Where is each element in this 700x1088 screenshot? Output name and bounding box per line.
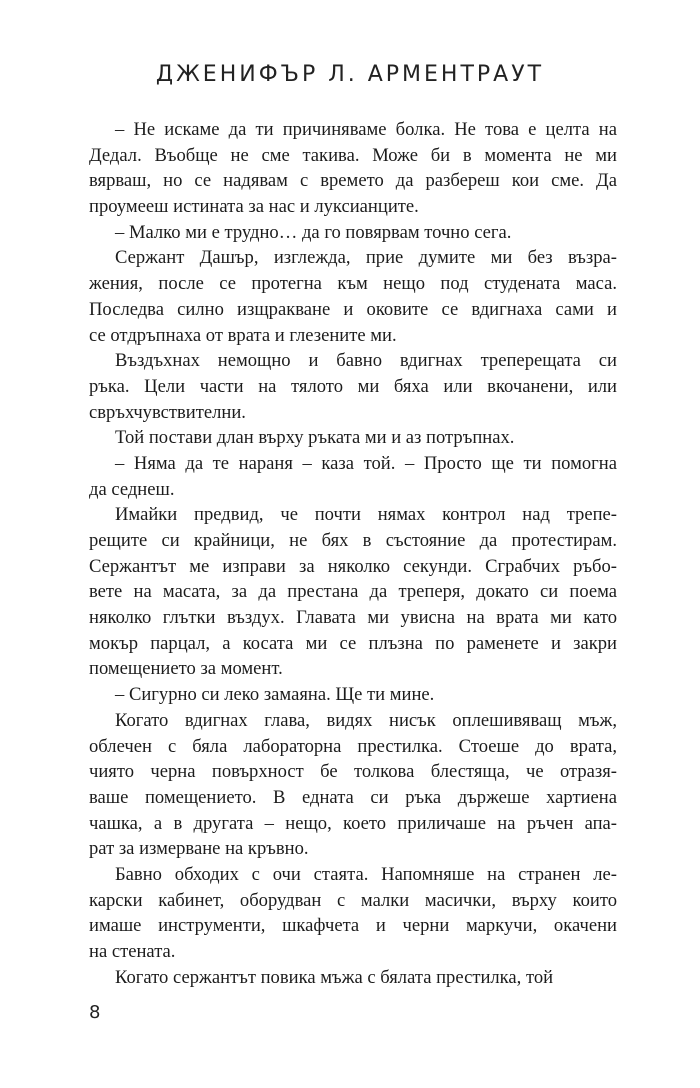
text-line: рещите си крайници, не бях в състояние да протестирам.	[89, 530, 617, 551]
text-line: жения, после се протегна към нещо под студената маса.	[89, 273, 617, 295]
text-line: Когато сержантът повика мъжа с бялата престилка, той	[115, 966, 554, 988]
text-line: – Сигурно си леко замаяна. Ще ти мине.	[115, 684, 435, 706]
text-line: ръка. Цели части на тялото ми бяха или вкочанени, или	[89, 375, 617, 397]
text-line: Сержант Дашър, изглежда, прие думите ми без възра-	[115, 247, 617, 269]
text-line: – Няма да те нараня – каза той. – Просто ще ти помогна	[115, 452, 617, 474]
text-line: чашка, а в другата – нещо, което приличаше на ръчен апа-	[89, 812, 617, 834]
text-line: Сержантът ме изправи за няколко секунди. Сграбчих ръбо-	[89, 555, 617, 577]
paragraph	[89, 425, 617, 451]
text-line: проумееш истината за нас и луксианците.	[89, 196, 419, 218]
text-line: облечен с бяла лабораторна престилка. Стоеше до врата,	[89, 735, 617, 757]
text-line: мокър парцал, а косата ми се плъзна по раменете и закри	[89, 632, 617, 654]
text-line: Когато вдигнах глава, видях нисък оплешивяващ мъж,	[115, 709, 617, 731]
paragraph	[89, 220, 617, 246]
paragraph	[89, 502, 617, 682]
text-line: – Не искаме да ти причиняваме болка. Не това е целта на	[115, 119, 617, 140]
paragraph	[89, 451, 617, 502]
text-line: Той постави длан върху ръката ми и аз потръпнах.	[115, 427, 515, 449]
text-line: Последва силно изщракване и оковите се вдигнаха сами и	[89, 298, 617, 320]
text-line: да седнеш.	[89, 478, 175, 500]
text-line: Имайки предвид, че почти нямах контрол над трепе-	[115, 504, 617, 526]
text-line: чиято черна повърхност бе толкова блестяща, че отразя-	[89, 761, 617, 783]
paragraph	[89, 862, 617, 965]
text-line: свръхчувствителни.	[89, 401, 246, 423]
paragraph	[89, 117, 617, 220]
text-line: карски кабинет, оборудван с малки масички, върху които	[89, 889, 617, 911]
paragraph	[89, 965, 617, 991]
paragraph	[89, 682, 617, 708]
page-number: 8	[89, 1002, 101, 1023]
text-line: на стената.	[89, 941, 176, 962]
paragraph	[89, 245, 617, 348]
text-line: Въздъхнах немощно и бавно вдигнах треперещата си	[115, 350, 617, 372]
text-line: вярваш, но се надявам с времето да разбереш кои сме. Да	[89, 170, 617, 192]
text-line: рат за измерване на кръвно.	[89, 838, 309, 860]
text-line: ваше помещението. В едната си ръка държеше хартиена	[89, 786, 617, 808]
text-line: вете на масата, за да престана да треперя, докато си поема	[89, 581, 617, 603]
body-text	[89, 117, 617, 990]
text-line: се отдръпнаха от врата и глезените ми.	[89, 324, 397, 346]
text-line: Дедал. Въобще не сме такива. Може би в момента не ми	[89, 144, 617, 166]
text-line: имаше инструменти, шкафчета и черни маркучи, окачени	[89, 915, 617, 937]
text-line: помещението за момент.	[89, 658, 283, 680]
text-line: – Малко ми е трудно… да го повярвам точно сега.	[115, 221, 512, 243]
text-line: Бавно обходих с очи стаята. Напомняше на странен ле-	[115, 863, 617, 885]
paragraph	[89, 708, 617, 862]
paragraph	[89, 348, 617, 425]
running-head: ДЖЕНИФЪР Л. АРМЕНТРАУТ	[155, 62, 545, 87]
text-line: няколко глътки въздух. Главата ми увисна на врата ми като	[89, 607, 617, 629]
